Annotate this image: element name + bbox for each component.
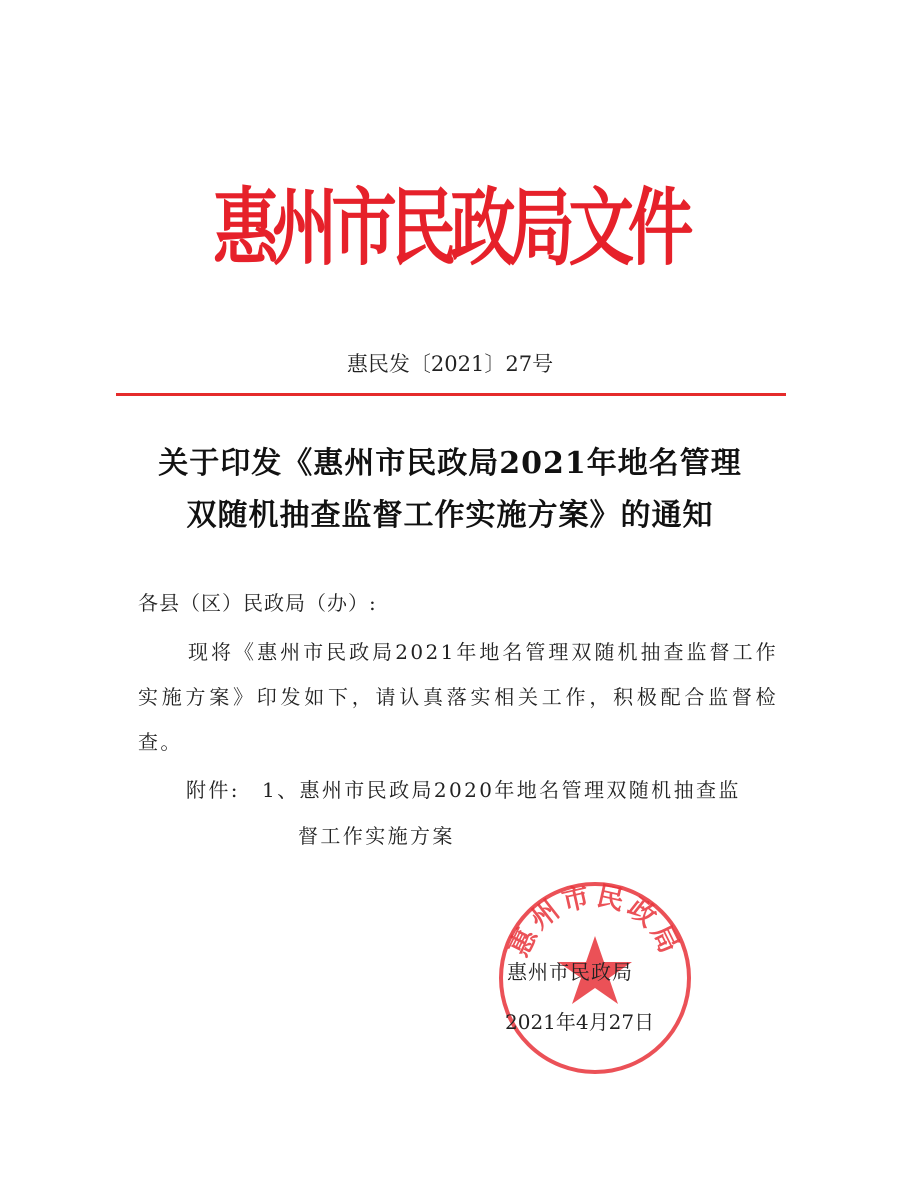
attachment-item-text: 1、惠州市民政局2020年地名管理双随机抽查监 xyxy=(261,778,741,802)
issue-date: 2021年4月27日 xyxy=(505,1010,655,1034)
salutation: 各县（区）民政局（办）: xyxy=(138,591,377,615)
document-number: 惠民发〔2021〕27号 xyxy=(346,352,554,376)
document-masthead: 惠州市民政局文件 xyxy=(212,178,688,277)
title-line-2: 双随机抽查监督工作实施方案》的通知 xyxy=(186,498,714,533)
document-title xyxy=(100,438,800,542)
attachment-line-2: 督工作实施方案 xyxy=(298,824,455,848)
issuer-name: 惠州市民政局 xyxy=(507,960,633,984)
title-line-1: 关于印发《惠州市民政局2021年地名管理 xyxy=(158,446,742,481)
red-divider xyxy=(116,393,786,396)
attachment-label: 附件: xyxy=(186,778,240,802)
svg-text:惠州市民政局: 惠州市民政局 xyxy=(503,880,687,962)
body-paragraph: 现将《惠州市民政局2021年地名管理双随机抽查监督工作实施方案》印发如下，请认真落实相关工作，积极配合监督检查。 xyxy=(138,640,778,754)
attachment-line-1 xyxy=(186,772,741,808)
